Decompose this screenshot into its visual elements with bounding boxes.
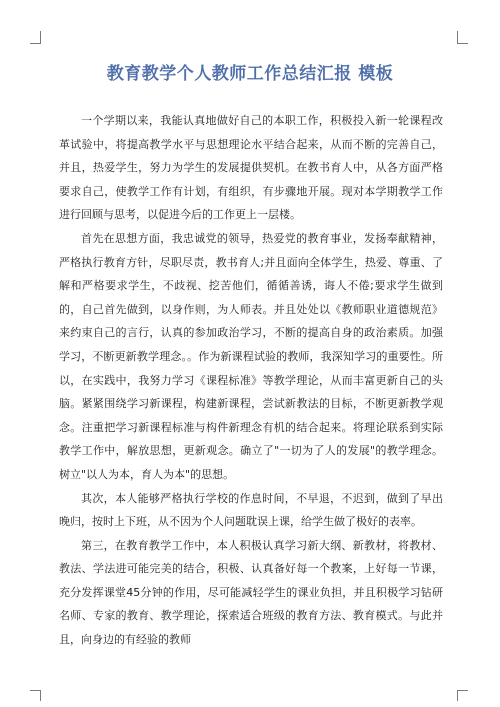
paragraph-teaching: 第三，在教育教学工作中，本人积极认真学习新大纲、新教材，将教材、教法、学法进可能完美的结合，积极、认真备好每一个教案，上好每一节课，充分发挥课堂45分钟的作用，尽可能减轻学生的课业负担，并且积极学习钻研名师、专家的教育、教学理论，探索适合班级的教育方法、教育模式。与此并且，向身边的有经验的教师 [59, 538, 443, 647]
document-title: 教育教学个人教师工作总结汇报 模板 [106, 64, 394, 84]
paragraph-ideology: 首先在思想方面，我忠诚党的领导，热爱党的教育事业，发扬奉献精神，严格执行教育方针，尽职尽责，教书育人;并且面向全体学生，热爱、尊重、了解和严格要求学生，不歧视、挖苦他们，循循善诱，诲人不倦;要求学生做到的，自己首先做到，以身作则，为人师表。并且处处以《教师职业道德规范》来约束自己的言行，认真的参加政治学习，不断的提高自身的政治素质。加强学习，不断更新教学理念。。作为新课程试验的教师，我深知学习的重要性。所以，在实践中，我努力学习《课程标准》等教学理论，从而丰富更新自己的头脑。紧紧围绕学习新课程，构建新课程，尝试新教法的目标，不断更新教学观念。注重把学习新课程标准与构件新理念有机的结合起来。将理论联系到实际教学工作中，解放思想，更新观念。确立了"一切为了人的发展"的教学理念。树立"以人为本，育人为本"的思想。 [59, 231, 443, 481]
document-body [59, 109, 443, 652]
crop-mark-bottom-left [30, 690, 41, 701]
crop-mark-bottom-right [457, 690, 468, 701]
crop-mark-top-left [30, 31, 41, 44]
paragraph-intro: 一个学期以来，我能认真地做好自己的本职工作，积极投入新一轮课程改革试验中，将提高教学水平与思想理论水平结合起来，从而不断的完善自己，并且，热爱学生，努力为学生的发展提供契机。在教书育人中，从各方面严格要求自己，使教学工作有计划，有组织，有步骤地开展。现对本学期教学工作进行回顾与思考，以促进今后的工作更上一层楼。 [59, 114, 443, 222]
crop-mark-top-right [457, 31, 468, 44]
paragraph-discipline: 其次，本人能够严格执行学校的作息时间，不早退，不迟到，做到了早出晚归，按时上下班，从不因为个人问题耽误上课，给学生做了极好的表率。 [59, 491, 443, 529]
